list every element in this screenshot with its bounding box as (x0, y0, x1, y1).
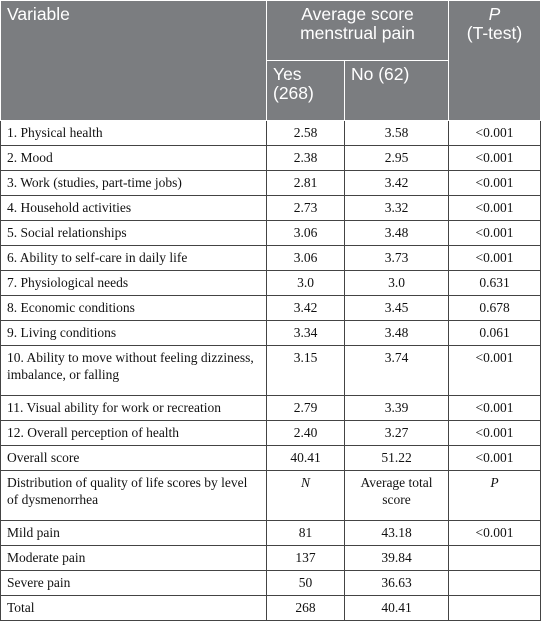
row-yes: 2.40 (267, 421, 345, 446)
row-yes: 2.58 (267, 121, 345, 146)
row-variable: 5. Social relationships (1, 221, 267, 246)
row-no: 3.48 (345, 221, 449, 246)
table-row (1, 271, 541, 296)
row-p: <0.001 (449, 346, 541, 396)
row-p: <0.001 (449, 171, 541, 196)
row-yes: 3.06 (267, 246, 345, 271)
row-variable: 2. Mood (1, 146, 267, 171)
row-no: 3.42 (345, 171, 449, 196)
row-p: <0.001 (449, 246, 541, 271)
row-level: Severe pain (1, 571, 267, 596)
header-p-value: P (T-test) (449, 1, 541, 121)
table-row (1, 146, 541, 171)
row-yes: 2.81 (267, 171, 345, 196)
row-variable: 7. Physiological needs (1, 271, 267, 296)
row-avg: 43.18 (345, 521, 449, 546)
row-p: <0.001 (449, 446, 541, 471)
row-avg: 39.84 (345, 546, 449, 571)
row-n: 81 (267, 521, 345, 546)
table-header (1, 1, 541, 121)
row-variable: 11. Visual ability for work or recreation (1, 396, 267, 421)
row-n: 268 (267, 596, 345, 621)
row-yes: 2.38 (267, 146, 345, 171)
row-no: 51.22 (345, 446, 449, 471)
distribution-header-variable: Distribution of quality of life scores by level of dysmenorrhea (1, 471, 267, 521)
row-yes: 3.06 (267, 221, 345, 246)
row-avg: 40.41 (345, 596, 449, 621)
row-p: 0.678 (449, 296, 541, 321)
table-row (1, 421, 541, 446)
row-p: <0.001 (449, 421, 541, 446)
table-row (1, 321, 541, 346)
row-p (449, 571, 541, 596)
row-no: 3.45 (345, 296, 449, 321)
table-row (1, 221, 541, 246)
row-no: 3.39 (345, 396, 449, 421)
row-variable: 6. Ability to self-care in daily life (1, 246, 267, 271)
distribution-header-p: P (449, 471, 541, 521)
row-variable: 12. Overall perception of health (1, 421, 267, 446)
row-level: Total (1, 596, 267, 621)
table-row (1, 521, 541, 546)
table-row (1, 446, 541, 471)
header-average-score: Average score menstrual pain (267, 1, 449, 61)
row-no: 3.48 (345, 321, 449, 346)
row-n: 50 (267, 571, 345, 596)
row-variable: 10. Ability to move without feeling dizziness, imbalance, or falling (1, 346, 267, 396)
row-no: 3.74 (345, 346, 449, 396)
distribution-header-row (1, 471, 541, 521)
row-p (449, 596, 541, 621)
distribution-header-n: N (267, 471, 345, 521)
row-variable: 9. Living conditions (1, 321, 267, 346)
row-variable: 8. Economic conditions (1, 296, 267, 321)
row-p: <0.001 (449, 396, 541, 421)
row-level: Mild pain (1, 521, 267, 546)
row-variable: 1. Physical health (1, 121, 267, 146)
row-variable: 3. Work (studies, part-time jobs) (1, 171, 267, 196)
row-p (449, 546, 541, 571)
row-p: <0.001 (449, 121, 541, 146)
row-no: 3.27 (345, 421, 449, 446)
table-row (1, 121, 541, 146)
row-yes: 40.41 (267, 446, 345, 471)
row-variable: Overall score (1, 446, 267, 471)
table-row (1, 546, 541, 571)
row-p: <0.001 (449, 196, 541, 221)
row-p: <0.001 (449, 146, 541, 171)
header-no: No (62) (345, 61, 449, 121)
row-no: 2.95 (345, 146, 449, 171)
row-yes: 3.34 (267, 321, 345, 346)
row-yes: 3.15 (267, 346, 345, 396)
table-row (1, 196, 541, 221)
row-no: 3.58 (345, 121, 449, 146)
row-yes: 3.0 (267, 271, 345, 296)
row-no: 3.73 (345, 246, 449, 271)
row-variable: 4. Household activities (1, 196, 267, 221)
table-row (1, 296, 541, 321)
table-row (1, 571, 541, 596)
header-yes: Yes (268) (267, 61, 345, 121)
row-avg: 36.63 (345, 571, 449, 596)
row-level: Moderate pain (1, 546, 267, 571)
row-p: <0.001 (449, 521, 541, 546)
table-row (1, 396, 541, 421)
row-yes: 2.73 (267, 196, 345, 221)
table-row (1, 346, 541, 396)
table-row (1, 171, 541, 196)
row-n: 137 (267, 546, 345, 571)
row-yes: 3.42 (267, 296, 345, 321)
row-no: 3.0 (345, 271, 449, 296)
row-p: <0.001 (449, 221, 541, 246)
row-no: 3.32 (345, 196, 449, 221)
row-p: 0.061 (449, 321, 541, 346)
distribution-header-avg: Average total score (345, 471, 449, 521)
header-variable: Variable (1, 1, 267, 121)
table-row (1, 596, 541, 621)
table-body (1, 121, 541, 621)
row-yes: 2.79 (267, 396, 345, 421)
table-row (1, 246, 541, 271)
row-p: 0.631 (449, 271, 541, 296)
